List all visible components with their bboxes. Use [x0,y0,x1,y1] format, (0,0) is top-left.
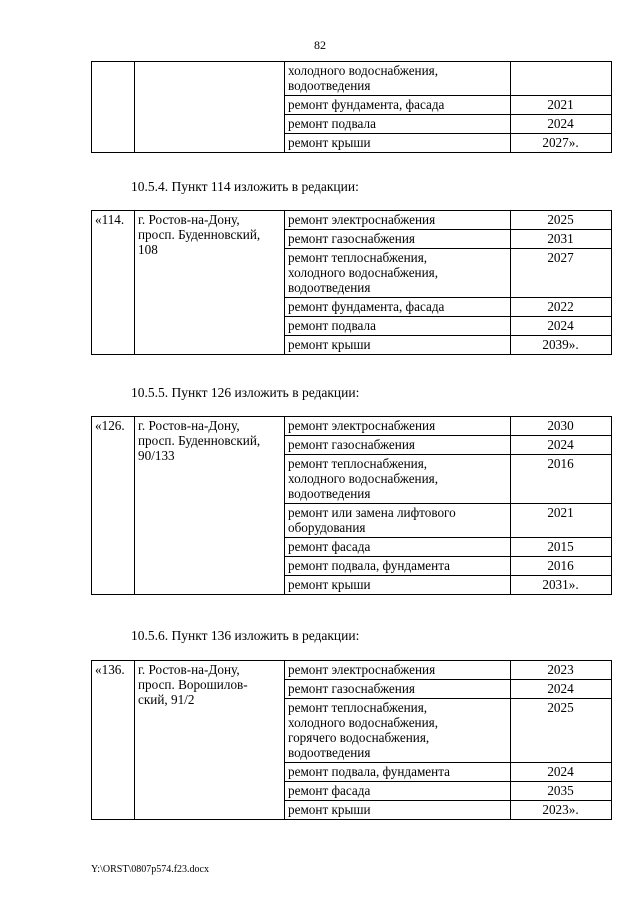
address-line: просп. Буденновский, [138,433,261,448]
work-type-line: ремонт электроснабжения [288,418,436,433]
year-cell: 2016 [511,455,612,504]
work-type-cell [285,557,511,576]
page-number: 82 [314,38,326,52]
address-cell [135,211,285,355]
work-type-cell [285,661,511,680]
work-type-line: ремонт теплоснабжения, [288,700,428,715]
year-cell: 2027». [511,134,612,153]
address-cell [135,417,285,595]
work-type-cell [285,699,511,763]
works-table-item-114 [91,210,612,355]
year-cell: 2024 [511,680,612,699]
work-type-line: ремонт подвала, фундамента [288,558,450,573]
work-type-cell [285,436,511,455]
work-type-line: холодного водоснабжения, [288,265,439,280]
work-type-line: водоотведения [288,78,371,93]
work-type-line: ремонт подвала [288,116,376,131]
work-type-line: ремонт фундамента, фасада [288,299,445,314]
table-row [92,211,612,230]
year-cell: 2030 [511,417,612,436]
address-line: г. Ростов-на-Дону, [138,662,240,677]
work-type-line: водоотведения [288,486,371,501]
work-type-line: холодного водоснабжения, [288,471,439,486]
address-line: 90/133 [138,448,175,463]
section-heading-10-5-6: 10.5.6. Пункт 136 изложить в редакции: [131,628,360,643]
work-type-cell [285,62,511,96]
year-cell: 2035 [511,782,612,801]
year-cell: 2024 [511,763,612,782]
work-type-line: ремонт электроснабжения [288,662,436,677]
work-type-line: ремонт газоснабжения [288,231,415,246]
table-row [92,62,612,96]
work-type-line: водоотведения [288,745,371,760]
work-type-line: ремонт крыши [288,135,371,150]
work-type-line: ремонт газоснабжения [288,681,415,696]
works-table-item-126 [91,416,612,595]
work-type-line: ремонт подвала [288,318,376,333]
work-type-line: холодного водоснабжения, [288,63,439,78]
work-type-line: водоотведения [288,280,371,295]
work-type-cell [285,96,511,115]
year-cell: 2027 [511,249,612,298]
work-type-cell [285,504,511,538]
item-number-cell: «136. [92,661,135,820]
address-line: просп. Ворошилов- [138,677,248,692]
year-cell: 2024 [511,436,612,455]
works-table-continuation [91,61,612,153]
year-cell: 2016 [511,557,612,576]
year-cell: 2015 [511,538,612,557]
work-type-cell [285,455,511,504]
work-type-line: ремонт фасада [288,539,371,554]
address-line: г. Ростов-на-Дону, [138,418,240,433]
year-cell: 2021 [511,504,612,538]
work-type-line: холодного водоснабжения, [288,715,439,730]
year-cell: 2024 [511,317,612,336]
work-type-line: ремонт или замена лифтового [288,505,456,520]
work-type-cell [285,417,511,436]
address-line: просп. Буденновский, [138,227,261,242]
work-type-line: ремонт теплоснабжения, [288,456,428,471]
work-type-cell [285,801,511,820]
work-type-line: ремонт крыши [288,337,371,352]
work-type-line: горячего водоснабжения, [288,730,430,745]
year-cell: 2022 [511,298,612,317]
work-type-line: ремонт подвала, фундамента [288,764,450,779]
item-number-cell: «126. [92,417,135,595]
year-cell: 2024 [511,115,612,134]
item-number-cell: «114. [92,211,135,355]
year-cell: 2023». [511,801,612,820]
work-type-cell [285,680,511,699]
year-cell: 2039». [511,336,612,355]
year-cell [511,62,612,96]
work-type-line: ремонт теплоснабжения, [288,250,428,265]
work-type-cell [285,538,511,557]
work-type-cell [285,336,511,355]
work-type-line: ремонт газоснабжения [288,437,415,452]
work-type-cell [285,317,511,336]
work-type-line: ремонт фундамента, фасада [288,97,445,112]
work-type-cell [285,298,511,317]
year-cell: 2031 [511,230,612,249]
section-heading-10-5-4: 10.5.4. Пункт 114 изложить в редакции: [131,179,359,194]
work-type-cell [285,134,511,153]
work-type-line: ремонт крыши [288,577,371,592]
year-cell: 2025 [511,699,612,763]
footer-file-path: Y:\ORST\0807p574.f23.docx [91,864,209,875]
work-type-line: ремонт крыши [288,802,371,817]
year-cell: 2021 [511,96,612,115]
address-line: г. Ростов-на-Дону, [138,212,240,227]
address-cell [135,62,285,153]
work-type-cell [285,763,511,782]
work-type-cell [285,782,511,801]
works-table-item-136 [91,660,612,820]
address-line: 108 [138,242,158,257]
work-type-cell [285,576,511,595]
table-row [92,417,612,436]
address-cell [135,661,285,820]
work-type-cell [285,115,511,134]
work-type-cell [285,230,511,249]
year-cell: 2023 [511,661,612,680]
work-type-line: ремонт фасада [288,783,371,798]
item-number-cell [92,62,135,153]
work-type-line: оборудования [288,520,366,535]
section-heading-10-5-5: 10.5.5. Пункт 126 изложить в редакции: [131,385,360,400]
table-row [92,661,612,680]
work-type-cell [285,249,511,298]
year-cell: 2025 [511,211,612,230]
work-type-cell [285,211,511,230]
work-type-line: ремонт электроснабжения [288,212,436,227]
year-cell: 2031». [511,576,612,595]
address-line: ский, 91/2 [138,692,195,707]
